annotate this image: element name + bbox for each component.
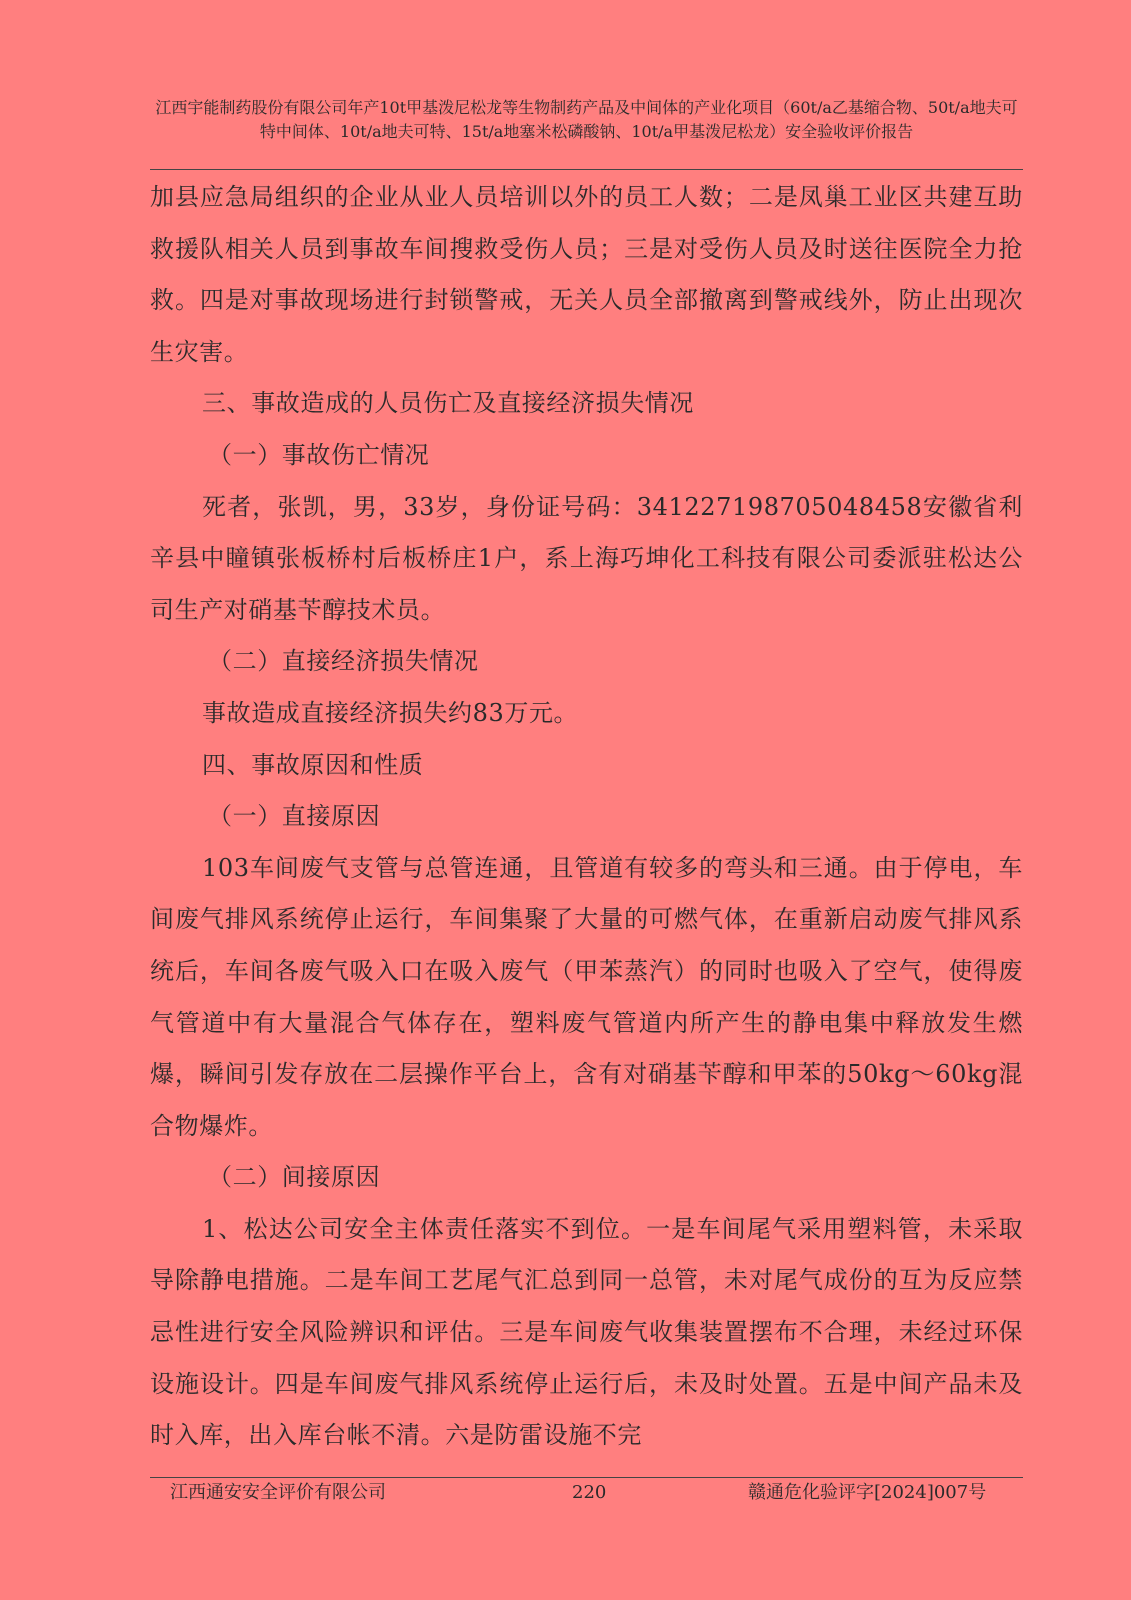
paragraph: 103车间废气支管与总管连通，且管道有较多的弯头和三通。由于停电，车间废气排风系统停止运行，车间集聚了大量的可燃气体，在重新启动废气排风系统后，车间各废气吸入口在吸入废气（甲苯蒸汽）的同时也吸入了空气，使得废气管道中有大量混合气体存在，塑料废气管道内所产生的静电集中释放发生燃爆，瞬间引发存放在二层操作平台上，含有对硝基苄醇和甲苯的50kg～60kg混合物爆炸。 bbox=[150, 853, 1023, 1140]
paragraph: 1、松达公司安全主体责任落实不到位。一是车间尾气采用塑料管，未采取导除静电措施。二是车间工艺尾气汇总到同一总管，未对尾气成份的互为反应禁忌性进行安全风险辨识和评估。三是车间废气收集装置摆布不合理，未经过环保设施设计。四是车间废气排风系统停止运行后，未及时处置。五是中间产品未及时入库，出入库台帐不清。六是防雷设施不完 bbox=[150, 1214, 1023, 1450]
section-heading-3: 三、事故造成的人员伤亡及直接经济损失情况 bbox=[202, 389, 694, 418]
footer-divider bbox=[150, 1477, 1023, 1478]
paragraph: 事故造成直接经济损失约83万元。 bbox=[202, 698, 579, 727]
footer-doc-number: 赣通危化验评字[2024]007号 bbox=[748, 1482, 987, 1503]
section-heading-4: 四、事故原因和性质 bbox=[202, 750, 424, 779]
header-title: 江西宇能制药股份有限公司年产10t甲基泼尼松龙等生物制药产品及中间体的产业化项目（60t/a乙基缩合物、50t/a地夫可特中间体、10t/a地夫可特、15t/a地塞米松磷酸钠、10t/a甲基泼尼松龙）安全验收评价报告 bbox=[155, 98, 1018, 141]
paragraph: 死者，张凯，男，33岁，身份证号码：341227198705048458安徽省利辛县中瞳镇张板桥村后板桥庄1户，系上海巧坤化工科技有限公司委派驻松达公司生产对硝基苄醇技术员。 bbox=[150, 492, 1023, 624]
footer-company: 江西通安安全评价有限公司 bbox=[170, 1482, 386, 1503]
subsection-heading: （二）直接经济损失情况 bbox=[208, 647, 479, 676]
paragraph-continuation: 加县应急局组织的企业从业人员培训以外的员工人数；二是凤巢工业区共建互助救援队相关人员到事故车间搜救受伤人员；三是对受伤人员及时送往医院全力抢救。四是对事故现场进行封锁警戒，无关人员全部撤离到警戒线外，防止出现次生灾害。 bbox=[150, 183, 1023, 366]
header-divider bbox=[150, 169, 1023, 170]
document-body bbox=[150, 172, 1023, 1462]
page-header bbox=[150, 96, 1023, 144]
subsection-heading: （一）直接原因 bbox=[208, 802, 381, 831]
subsection-heading: （二）间接原因 bbox=[208, 1163, 381, 1192]
subsection-heading: （一）事故伤亡情况 bbox=[208, 440, 430, 469]
page-number: 220 bbox=[572, 1482, 607, 1503]
